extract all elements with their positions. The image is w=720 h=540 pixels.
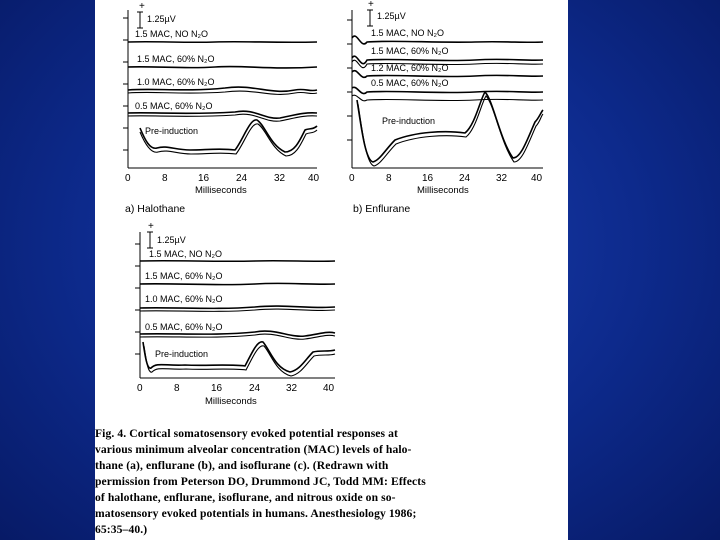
trace-label: 0.5 MAC, 60% N₂O (371, 78, 449, 88)
scale-bar (147, 221, 186, 248)
trace-label: Pre-induction (155, 349, 209, 359)
scale-label: 1.25µV (157, 235, 186, 245)
trace-label: 1.5 MAC, NO N₂O (135, 29, 209, 39)
panel-enflurane (347, 0, 543, 215)
x-tick-label: 40 (323, 383, 335, 394)
x-tick-label: 16 (211, 383, 223, 394)
svg-text:+: + (148, 221, 154, 232)
trace (140, 309, 335, 311)
x-tick-label: 8 (162, 173, 168, 184)
trace-label: 1.0 MAC, 60% N₂O (145, 294, 223, 304)
x-tick-label: 0 (349, 173, 355, 184)
caption-line: matosensory evoked potentials in humans. Anesthesiology 1986; (95, 507, 417, 520)
trace-label: 1.5 MAC, 60% N₂O (145, 271, 223, 281)
trace (140, 283, 335, 284)
caption-line: thane (a), enflurane (b), and isoflurane (c). (Redrawn with (95, 459, 389, 472)
panel-isoflurane (135, 221, 335, 407)
trace (128, 67, 317, 68)
x-tick-label: 16 (422, 173, 434, 184)
trace-label: 1.5 MAC, 60% N₂O (137, 54, 215, 64)
caption-line: permission from Peterson DO, Drummond JC, Todd MM: Effects (95, 475, 426, 488)
figure-panels (95, 0, 568, 425)
trace (128, 42, 317, 43)
scale-label: 1.25µV (377, 11, 406, 21)
trace-label: 1.0 MAC, 60% N₂O (137, 77, 215, 87)
trace (140, 306, 335, 308)
trace-label: 1.5 MAC, NO N₂O (149, 249, 223, 259)
trace (357, 92, 543, 162)
scale-bar (137, 1, 176, 28)
svg-text:+: + (139, 1, 145, 12)
x-tick-labels (349, 173, 543, 184)
panel-title: b) Enflurane (353, 203, 411, 215)
x-axis-label: Milliseconds (417, 185, 469, 196)
x-axis-label: Milliseconds (195, 185, 247, 196)
x-tick-label: 32 (274, 173, 286, 184)
trace (352, 87, 543, 93)
trace-label: Pre-induction (382, 116, 436, 126)
caption-line: Fig. 4. Cortical somatosensory evoked potential responses at (95, 427, 399, 440)
x-tick-label: 32 (286, 383, 298, 394)
x-tick-label: 8 (386, 173, 392, 184)
trace-label: 1.5 MAC, NO N₂O (371, 28, 445, 38)
x-tick-label: 40 (308, 173, 320, 184)
caption-line: various minimum alveolar concentration (MAC) levels of halo- (95, 443, 412, 456)
trace (128, 111, 317, 118)
figure-caption (95, 426, 560, 538)
x-tick-label: 40 (531, 173, 543, 184)
figure-page (95, 0, 568, 540)
svg-text:+: + (368, 0, 374, 10)
caption-line: 65:35–40.) (95, 523, 148, 536)
x-tick-labels (137, 383, 335, 394)
scale-label: 1.25µV (147, 14, 176, 24)
x-tick-label: 24 (459, 173, 471, 184)
x-tick-label: 16 (198, 173, 210, 184)
panel-title: a) Halothane (125, 203, 186, 215)
trace (140, 261, 335, 262)
trace (128, 87, 317, 91)
trace-label: 0.5 MAC, 60% N₂O (135, 101, 213, 111)
x-tick-label: 32 (496, 173, 508, 184)
x-tick-label: 24 (249, 383, 261, 394)
trace (128, 114, 317, 121)
x-tick-labels (125, 173, 320, 184)
x-tick-label: 0 (137, 383, 143, 394)
trace-label: Pre-induction (145, 126, 199, 136)
caption-line: of halothane, enflurane, isoflurane, and nitrous oxide on so- (95, 491, 396, 504)
trace-label: 1.5 MAC, 60% N₂O (371, 46, 449, 56)
x-tick-label: 24 (236, 173, 248, 184)
trace (352, 95, 543, 101)
trace-label: 1.2 MAC, 60% N₂O (371, 63, 449, 73)
trace-label: 0.5 MAC, 60% N₂O (145, 322, 223, 332)
scale-bar (367, 0, 406, 26)
panel-halothane (123, 1, 320, 215)
x-tick-label: 0 (125, 173, 131, 184)
x-axis-label: Milliseconds (205, 396, 257, 407)
x-tick-label: 8 (174, 383, 180, 394)
